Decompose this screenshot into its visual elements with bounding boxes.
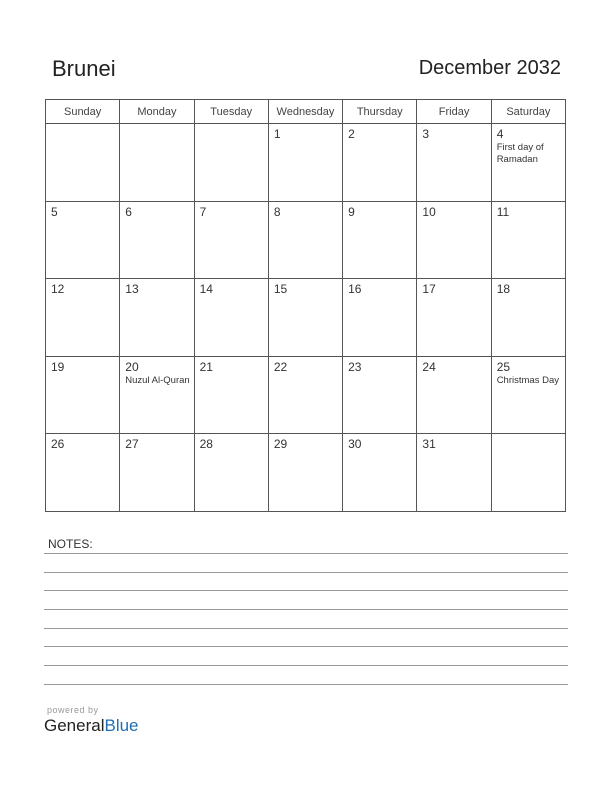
note-line	[44, 646, 568, 647]
holiday-label: Christmas Day	[496, 374, 559, 386]
day-cell	[120, 279, 194, 357]
day-number: 17	[422, 282, 436, 297]
note-line	[44, 609, 568, 610]
day-cell	[120, 201, 194, 279]
day-number: 25	[496, 359, 511, 374]
day-cell	[46, 124, 120, 202]
weekday-monday: Monday	[120, 100, 194, 124]
day-cell	[491, 356, 565, 434]
month-year-title: December 2032	[418, 57, 561, 79]
day-cell	[417, 356, 491, 434]
brand-general: General	[44, 716, 105, 735]
note-line	[44, 665, 568, 666]
day-number: 29	[273, 437, 288, 452]
day-cell	[194, 434, 268, 512]
day-cell	[491, 434, 565, 512]
day-number: 7	[199, 204, 207, 219]
brand-blue: Blue	[104, 716, 139, 735]
day-number: 14	[199, 282, 213, 297]
week-row	[46, 279, 566, 357]
day-number: 9	[348, 204, 355, 219]
footer-brand	[44, 705, 139, 736]
week-row	[46, 201, 566, 279]
day-cell	[268, 279, 342, 357]
day-number: 12	[51, 282, 65, 297]
day-number: 6	[125, 204, 132, 219]
day-cell	[343, 279, 417, 357]
powered-by-text: powered by	[47, 705, 99, 715]
day-cell	[120, 434, 194, 512]
day-number	[195, 124, 268, 128]
holiday-label: First day of Ramadan	[496, 142, 544, 165]
day-number: 26	[51, 437, 65, 452]
day-cell	[268, 434, 342, 512]
day-number: 13	[125, 282, 139, 297]
day-number: 5	[51, 204, 58, 219]
day-number	[492, 434, 565, 438]
day-cell	[46, 434, 120, 512]
day-number: 2	[348, 127, 355, 141]
day-number: 10	[422, 204, 436, 219]
day-cell	[491, 201, 565, 279]
day-number: 16	[348, 282, 362, 297]
day-cell	[194, 201, 268, 279]
day-number: 30	[348, 437, 362, 452]
weekday-friday: Friday	[417, 100, 491, 124]
calendar-grid	[45, 99, 566, 512]
day-number: 8	[273, 204, 281, 219]
day-number	[46, 124, 119, 128]
day-number: 22	[273, 359, 288, 374]
day-number: 20	[125, 359, 139, 374]
day-cell	[417, 279, 491, 357]
day-cell	[417, 434, 491, 512]
day-number: 31	[422, 437, 436, 452]
day-cell	[417, 124, 491, 202]
day-cell	[268, 124, 342, 202]
day-number: 3	[422, 127, 430, 141]
day-cell	[194, 124, 268, 202]
note-line	[44, 628, 568, 629]
day-number: 21	[199, 359, 213, 374]
day-number: 15	[273, 282, 288, 297]
day-number: 4	[496, 127, 504, 141]
weekday-header-row	[46, 100, 566, 124]
week-row	[46, 356, 566, 434]
day-cell	[194, 279, 268, 357]
day-cell	[343, 356, 417, 434]
day-cell	[194, 356, 268, 434]
note-line	[44, 553, 568, 554]
day-cell	[343, 434, 417, 512]
day-number: 23	[348, 359, 362, 374]
day-cell	[343, 124, 417, 202]
day-cell	[417, 201, 491, 279]
day-cell	[120, 124, 194, 202]
week-row	[46, 434, 566, 512]
weekday-sunday: Sunday	[46, 100, 120, 124]
day-number: 27	[125, 437, 139, 452]
weekday-wednesday: Wednesday	[268, 100, 342, 124]
country-title: Brunei	[52, 56, 116, 81]
weekday-thursday: Thursday	[343, 100, 417, 124]
day-cell	[491, 124, 565, 202]
day-cell	[268, 356, 342, 434]
notes-label: NOTES:	[48, 537, 93, 551]
brand-logo	[44, 716, 139, 736]
day-cell	[46, 279, 120, 357]
day-cell	[343, 201, 417, 279]
day-number	[120, 124, 193, 128]
holiday-label: Nuzul Al-Quran	[125, 374, 190, 386]
day-cell	[120, 356, 194, 434]
weekday-saturday: Saturday	[491, 100, 565, 124]
day-cell	[46, 201, 120, 279]
week-row	[46, 124, 566, 202]
day-cell	[46, 356, 120, 434]
day-number: 28	[199, 437, 213, 452]
day-number: 19	[51, 359, 65, 374]
day-number: 18	[496, 282, 511, 297]
day-number: 1	[273, 127, 281, 141]
note-line	[44, 572, 568, 573]
note-line	[44, 684, 568, 685]
day-cell	[491, 279, 565, 357]
day-number: 24	[422, 359, 436, 374]
day-cell	[268, 201, 342, 279]
weekday-tuesday: Tuesday	[194, 100, 268, 124]
day-number: 11	[496, 204, 510, 219]
note-line	[44, 590, 568, 591]
